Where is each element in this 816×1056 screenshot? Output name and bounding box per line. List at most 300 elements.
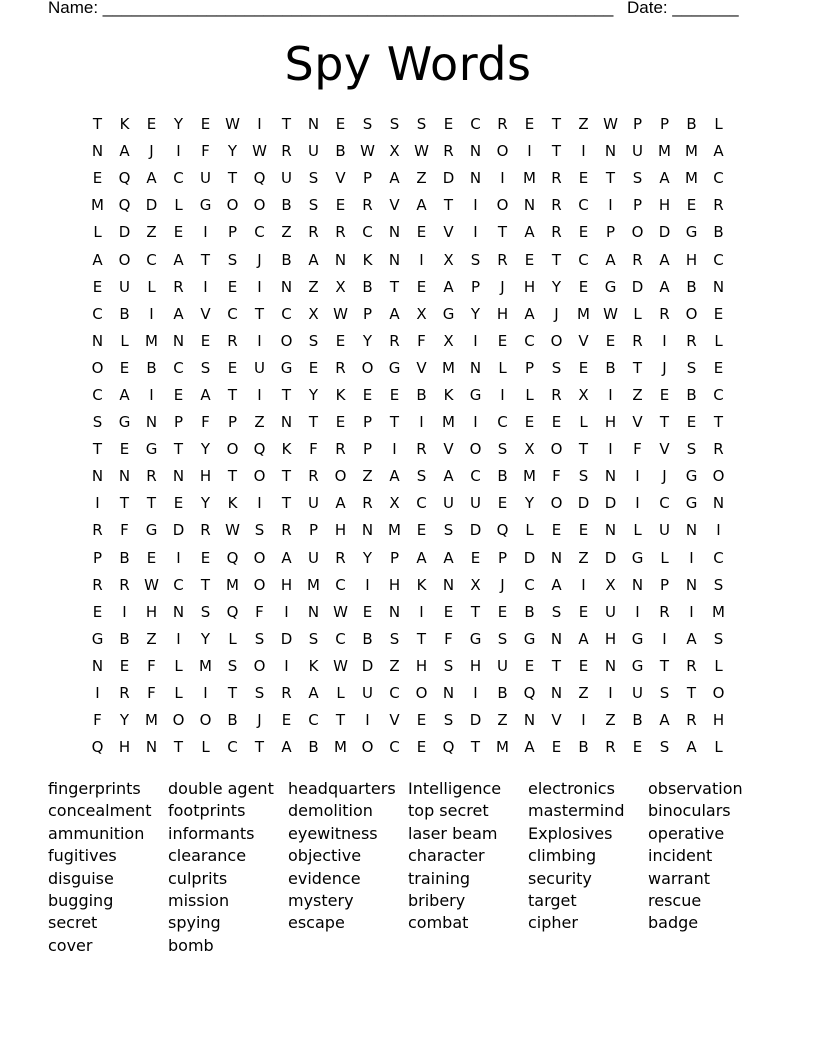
grid-letter[interactable]: H [604, 413, 617, 432]
grid-letter[interactable]: A [200, 385, 211, 404]
grid-letter[interactable]: T [551, 115, 562, 134]
grid-letter[interactable]: T [254, 738, 265, 757]
grid-letter[interactable]: C [524, 331, 535, 350]
grid-letter[interactable]: U [308, 142, 319, 161]
grid-letter[interactable]: O [415, 684, 428, 703]
grid-letter[interactable]: S [200, 602, 211, 621]
grid-letter[interactable]: E [605, 331, 616, 350]
grid-letter[interactable]: N [469, 142, 482, 161]
grid-letter[interactable]: R [119, 575, 130, 594]
grid-letter[interactable]: P [227, 413, 238, 432]
grid-letter[interactable]: O [685, 304, 698, 323]
grid-letter[interactable]: V [335, 169, 346, 188]
grid-letter[interactable]: I [419, 250, 424, 269]
grid-letter[interactable]: V [200, 304, 211, 323]
grid-letter[interactable]: I [473, 196, 478, 215]
grid-letter[interactable]: N [550, 548, 563, 567]
grid-letter[interactable]: X [389, 494, 400, 513]
grid-letter[interactable]: N [280, 277, 293, 296]
grid-letter[interactable]: E [551, 413, 562, 432]
grid-letter[interactable]: Y [362, 331, 373, 350]
grid-letter[interactable]: Z [389, 656, 400, 675]
grid-letter[interactable]: T [281, 467, 292, 486]
grid-letter[interactable]: B [497, 684, 508, 703]
grid-letter[interactable]: B [119, 304, 130, 323]
grid-letter[interactable]: H [658, 196, 671, 215]
grid-letter[interactable]: P [362, 304, 373, 323]
grid-letter[interactable]: E [551, 738, 562, 757]
grid-letter[interactable]: A [686, 629, 697, 648]
grid-letter[interactable]: O [118, 250, 131, 269]
grid-letter[interactable]: S [659, 684, 670, 703]
grid-letter[interactable]: E [551, 521, 562, 540]
grid-letter[interactable]: N [172, 467, 185, 486]
grid-letter[interactable]: U [497, 656, 508, 675]
grid-letter[interactable]: I [203, 223, 208, 242]
grid-letter[interactable]: B [119, 629, 130, 648]
grid-letter[interactable]: M [388, 521, 401, 540]
grid-letter[interactable]: A [416, 548, 427, 567]
grid-letter[interactable]: E [578, 169, 589, 188]
grid-letter[interactable]: E [443, 115, 454, 134]
grid-letter[interactable]: R [335, 358, 346, 377]
grid-letter[interactable]: U [200, 169, 211, 188]
grid-letter[interactable]: R [713, 440, 724, 459]
grid-letter[interactable]: F [255, 602, 264, 621]
grid-letter[interactable]: S [416, 115, 427, 134]
grid-letter[interactable]: C [497, 413, 508, 432]
grid-letter[interactable]: S [470, 250, 481, 269]
grid-letter[interactable]: W [144, 575, 159, 594]
grid-letter[interactable]: E [416, 521, 427, 540]
grid-letter[interactable]: H [469, 656, 482, 675]
grid-letter[interactable]: C [173, 575, 184, 594]
grid-letter[interactable]: N [91, 331, 104, 350]
grid-letter[interactable]: I [284, 602, 289, 621]
grid-letter[interactable]: E [335, 413, 346, 432]
grid-letter[interactable]: K [119, 115, 130, 134]
grid-letter[interactable]: L [714, 331, 723, 350]
grid-letter[interactable]: S [713, 575, 724, 594]
grid-letter[interactable]: B [362, 629, 373, 648]
grid-letter[interactable]: Q [496, 521, 509, 540]
grid-letter[interactable]: T [308, 413, 319, 432]
grid-letter[interactable]: X [335, 277, 346, 296]
grid-letter[interactable]: R [686, 331, 697, 350]
grid-letter[interactable]: L [714, 738, 723, 757]
grid-letter[interactable]: G [442, 304, 455, 323]
grid-letter[interactable]: G [685, 494, 698, 513]
grid-letter[interactable]: E [524, 413, 535, 432]
grid-letter[interactable]: M [226, 575, 239, 594]
grid-letter[interactable]: A [443, 277, 454, 296]
grid-letter[interactable]: D [172, 521, 185, 540]
grid-letter[interactable]: Z [308, 277, 319, 296]
grid-letter[interactable]: F [201, 413, 210, 432]
grid-letter[interactable]: I [176, 629, 181, 648]
grid-letter[interactable]: S [254, 521, 265, 540]
grid-letter[interactable]: I [257, 494, 262, 513]
grid-letter[interactable]: N [442, 684, 455, 703]
grid-letter[interactable]: I [365, 575, 370, 594]
grid-letter[interactable]: W [333, 602, 348, 621]
grid-letter[interactable]: I [608, 196, 613, 215]
grid-letter[interactable]: J [662, 467, 667, 486]
grid-letter[interactable]: A [659, 277, 670, 296]
grid-letter[interactable]: H [415, 656, 428, 675]
grid-letter[interactable]: T [281, 385, 292, 404]
grid-letter[interactable]: F [147, 656, 156, 675]
grid-letter[interactable]: R [497, 250, 508, 269]
grid-letter[interactable]: R [362, 494, 373, 513]
grid-letter[interactable]: S [308, 196, 319, 215]
grid-letter[interactable]: B [362, 277, 373, 296]
grid-letter[interactable]: P [308, 521, 319, 540]
grid-letter[interactable]: N [91, 142, 104, 161]
grid-letter[interactable]: E [119, 440, 130, 459]
grid-letter[interactable]: H [685, 250, 698, 269]
grid-letter[interactable]: M [496, 738, 509, 757]
grid-letter[interactable]: T [605, 169, 616, 188]
grid-letter[interactable]: A [551, 575, 562, 594]
grid-letter[interactable]: A [659, 711, 670, 730]
grid-letter[interactable]: T [227, 169, 238, 188]
grid-letter[interactable]: V [659, 440, 670, 459]
grid-letter[interactable]: H [145, 602, 158, 621]
grid-letter[interactable]: D [658, 223, 671, 242]
grid-letter[interactable]: O [253, 467, 266, 486]
grid-letter[interactable]: S [254, 629, 265, 648]
grid-letter[interactable]: S [389, 115, 400, 134]
grid-letter[interactable]: Q [226, 602, 239, 621]
grid-letter[interactable]: K [281, 440, 292, 459]
grid-letter[interactable]: C [578, 196, 589, 215]
grid-letter[interactable]: T [470, 738, 481, 757]
grid-letter[interactable]: N [307, 115, 320, 134]
grid-letter[interactable]: A [443, 548, 454, 567]
grid-letter[interactable]: Y [173, 115, 184, 134]
grid-letter[interactable]: B [335, 142, 346, 161]
grid-letter[interactable]: I [95, 494, 100, 513]
grid-letter[interactable]: R [389, 331, 400, 350]
grid-letter[interactable]: M [442, 413, 455, 432]
grid-letter[interactable]: C [227, 738, 238, 757]
grid-letter[interactable]: D [523, 548, 536, 567]
grid-letter[interactable]: E [362, 385, 373, 404]
grid-letter[interactable]: I [95, 684, 100, 703]
grid-letter[interactable]: L [525, 385, 534, 404]
grid-letter[interactable]: P [605, 223, 616, 242]
grid-letter[interactable]: U [254, 358, 265, 377]
grid-letter[interactable]: A [281, 738, 292, 757]
grid-letter[interactable]: W [603, 304, 618, 323]
grid-letter[interactable]: J [500, 575, 505, 594]
grid-letter[interactable]: Y [200, 494, 211, 513]
grid-letter[interactable]: S [659, 738, 670, 757]
grid-letter[interactable]: P [659, 575, 670, 594]
grid-letter[interactable]: C [470, 115, 481, 134]
grid-letter[interactable]: Z [605, 711, 616, 730]
grid-letter[interactable]: L [147, 277, 156, 296]
grid-letter[interactable]: S [497, 629, 508, 648]
grid-letter[interactable]: I [581, 575, 586, 594]
grid-letter[interactable]: W [333, 304, 348, 323]
grid-letter[interactable]: N [685, 575, 698, 594]
grid-letter[interactable]: L [120, 331, 129, 350]
grid-letter[interactable]: O [469, 440, 482, 459]
grid-letter[interactable]: G [118, 413, 131, 432]
grid-letter[interactable]: I [473, 413, 478, 432]
grid-letter[interactable]: I [122, 602, 127, 621]
grid-letter[interactable]: T [173, 440, 184, 459]
grid-letter[interactable]: C [470, 467, 481, 486]
grid-letter[interactable]: N [631, 575, 644, 594]
grid-letter[interactable]: F [309, 440, 318, 459]
grid-letter[interactable]: P [632, 196, 643, 215]
grid-letter[interactable]: C [173, 358, 184, 377]
grid-letter[interactable]: E [92, 277, 103, 296]
grid-letter[interactable]: H [712, 711, 725, 730]
grid-letter[interactable]: T [551, 142, 562, 161]
grid-letter[interactable]: X [416, 304, 427, 323]
grid-letter[interactable]: R [281, 142, 292, 161]
grid-letter[interactable]: P [173, 413, 184, 432]
grid-letter[interactable]: E [92, 602, 103, 621]
grid-letter[interactable]: R [335, 223, 346, 242]
grid-letter[interactable]: C [254, 223, 265, 242]
grid-letter[interactable]: L [174, 656, 183, 675]
grid-letter[interactable]: L [714, 115, 723, 134]
grid-letter[interactable]: E [227, 358, 238, 377]
grid-letter[interactable]: Z [254, 413, 265, 432]
grid-letter[interactable]: R [335, 440, 346, 459]
grid-letter[interactable]: O [361, 738, 374, 757]
grid-letter[interactable]: D [280, 629, 293, 648]
grid-letter[interactable]: I [473, 331, 478, 350]
grid-letter[interactable]: T [227, 467, 238, 486]
grid-letter[interactable]: K [443, 385, 454, 404]
grid-letter[interactable]: S [227, 656, 238, 675]
grid-letter[interactable]: T [578, 440, 589, 459]
grid-letter[interactable]: N [523, 196, 536, 215]
grid-letter[interactable]: C [146, 250, 157, 269]
grid-letter[interactable]: U [308, 548, 319, 567]
grid-letter[interactable]: E [335, 331, 346, 350]
grid-letter[interactable]: M [442, 358, 455, 377]
grid-letter[interactable]: T [632, 358, 643, 377]
grid-letter[interactable]: Y [524, 494, 535, 513]
grid-letter[interactable]: D [469, 521, 482, 540]
grid-letter[interactable]: O [172, 711, 185, 730]
grid-letter[interactable]: N [604, 142, 617, 161]
grid-letter[interactable]: X [443, 250, 454, 269]
grid-letter[interactable]: X [578, 385, 589, 404]
grid-letter[interactable]: O [334, 467, 347, 486]
grid-letter[interactable]: R [92, 575, 103, 594]
grid-letter[interactable]: R [605, 738, 616, 757]
grid-letter[interactable]: A [713, 142, 724, 161]
grid-letter[interactable]: C [308, 711, 319, 730]
grid-letter[interactable]: O [712, 684, 725, 703]
grid-letter[interactable]: R [308, 467, 319, 486]
grid-letter[interactable]: R [632, 250, 643, 269]
grid-letter[interactable]: U [443, 494, 454, 513]
grid-letter[interactable]: D [361, 656, 374, 675]
grid-letter[interactable]: B [281, 196, 292, 215]
grid-letter[interactable]: E [416, 277, 427, 296]
grid-letter[interactable]: A [281, 548, 292, 567]
grid-letter[interactable]: N [280, 413, 293, 432]
grid-letter[interactable]: E [416, 738, 427, 757]
grid-letter[interactable]: L [633, 304, 642, 323]
grid-letter[interactable]: N [523, 711, 536, 730]
grid-letter[interactable]: L [93, 223, 102, 242]
grid-letter[interactable]: M [307, 575, 320, 594]
grid-letter[interactable]: O [226, 440, 239, 459]
grid-letter[interactable]: U [632, 684, 643, 703]
grid-letter[interactable]: T [281, 115, 292, 134]
grid-letter[interactable]: N [91, 656, 104, 675]
grid-letter[interactable]: L [201, 738, 210, 757]
grid-letter[interactable]: O [496, 142, 509, 161]
grid-letter[interactable]: R [443, 142, 454, 161]
grid-letter[interactable]: O [253, 575, 266, 594]
grid-letter[interactable]: G [91, 629, 104, 648]
grid-letter[interactable]: I [203, 684, 208, 703]
grid-letter[interactable]: Z [497, 711, 508, 730]
grid-letter[interactable]: C [335, 629, 346, 648]
grid-letter[interactable]: C [713, 548, 724, 567]
grid-letter[interactable]: V [416, 358, 427, 377]
grid-letter[interactable]: R [200, 521, 211, 540]
grid-letter[interactable]: L [336, 684, 345, 703]
grid-letter[interactable]: V [389, 711, 400, 730]
grid-letter[interactable]: N [91, 467, 104, 486]
grid-letter[interactable]: E [686, 196, 697, 215]
grid-letter[interactable]: T [146, 494, 157, 513]
grid-letter[interactable]: Y [308, 385, 319, 404]
grid-letter[interactable]: H [280, 575, 293, 594]
grid-letter[interactable]: G [685, 467, 698, 486]
grid-letter[interactable]: A [146, 169, 157, 188]
grid-letter[interactable]: W [225, 521, 240, 540]
grid-letter[interactable]: A [308, 250, 319, 269]
grid-letter[interactable]: D [604, 548, 617, 567]
grid-letter[interactable]: E [578, 277, 589, 296]
grid-letter[interactable]: C [713, 169, 724, 188]
grid-letter[interactable]: S [92, 413, 103, 432]
grid-letter[interactable]: N [334, 250, 347, 269]
grid-letter[interactable]: R [659, 602, 670, 621]
grid-letter[interactable]: A [335, 494, 346, 513]
grid-letter[interactable]: E [632, 738, 643, 757]
grid-letter[interactable]: B [578, 738, 589, 757]
grid-letter[interactable]: C [92, 304, 103, 323]
grid-letter[interactable]: G [604, 277, 617, 296]
grid-letter[interactable]: N [388, 250, 401, 269]
grid-letter[interactable]: N [172, 331, 185, 350]
grid-letter[interactable]: M [712, 602, 725, 621]
grid-letter[interactable]: S [389, 629, 400, 648]
grid-letter[interactable]: S [497, 440, 508, 459]
grid-letter[interactable]: I [608, 684, 613, 703]
grid-letter[interactable]: B [227, 711, 238, 730]
grid-letter[interactable]: O [253, 656, 266, 675]
grid-letter[interactable]: H [388, 575, 401, 594]
grid-letter[interactable]: V [632, 413, 643, 432]
grid-letter[interactable]: H [118, 738, 131, 757]
grid-letter[interactable]: B [146, 358, 157, 377]
grid-letter[interactable]: R [362, 196, 373, 215]
grid-letter[interactable]: C [92, 385, 103, 404]
grid-letter[interactable]: E [416, 711, 427, 730]
grid-letter[interactable]: Z [578, 548, 589, 567]
grid-letter[interactable]: O [712, 467, 725, 486]
grid-letter[interactable]: I [689, 602, 694, 621]
grid-letter[interactable]: T [227, 385, 238, 404]
grid-letter[interactable]: M [145, 711, 158, 730]
grid-letter[interactable]: X [470, 575, 481, 594]
grid-letter[interactable]: S [713, 629, 724, 648]
grid-letter[interactable]: P [389, 548, 400, 567]
grid-letter[interactable]: I [662, 331, 667, 350]
grid-letter[interactable]: W [333, 656, 348, 675]
grid-letter[interactable]: I [581, 711, 586, 730]
grid-letter[interactable]: K [227, 494, 238, 513]
grid-letter[interactable]: O [280, 331, 293, 350]
grid-letter[interactable]: Q [226, 548, 239, 567]
grid-letter[interactable]: R [551, 196, 562, 215]
grid-letter[interactable]: P [362, 440, 373, 459]
grid-letter[interactable]: I [176, 142, 181, 161]
grid-letter[interactable]: S [551, 358, 562, 377]
grid-letter[interactable]: C [713, 250, 724, 269]
grid-letter[interactable]: X [308, 304, 319, 323]
grid-letter[interactable]: T [713, 413, 724, 432]
grid-letter[interactable]: L [174, 684, 183, 703]
grid-letter[interactable]: H [496, 304, 509, 323]
grid-letter[interactable]: K [308, 656, 319, 675]
grid-letter[interactable]: V [551, 711, 562, 730]
grid-letter[interactable]: P [524, 358, 535, 377]
grid-letter[interactable]: N [145, 413, 158, 432]
grid-letter[interactable]: T [551, 250, 562, 269]
grid-letter[interactable]: A [119, 385, 130, 404]
grid-letter[interactable]: Q [91, 738, 104, 757]
grid-letter[interactable]: G [469, 385, 482, 404]
grid-letter[interactable]: Z [578, 115, 589, 134]
grid-letter[interactable]: M [523, 467, 536, 486]
grid-letter[interactable]: U [632, 142, 643, 161]
grid-letter[interactable]: I [203, 277, 208, 296]
grid-letter[interactable]: I [581, 142, 586, 161]
grid-letter[interactable]: T [686, 684, 697, 703]
grid-letter[interactable]: A [308, 684, 319, 703]
grid-letter[interactable]: I [635, 602, 640, 621]
grid-letter[interactable]: V [443, 223, 454, 242]
grid-letter[interactable]: C [281, 304, 292, 323]
grid-letter[interactable]: V [389, 196, 400, 215]
grid-letter[interactable]: U [605, 602, 616, 621]
grid-letter[interactable]: J [662, 358, 667, 377]
grid-letter[interactable]: D [577, 494, 590, 513]
grid-letter[interactable]: Z [416, 169, 427, 188]
grid-letter[interactable]: R [416, 440, 427, 459]
grid-letter[interactable]: E [281, 711, 292, 730]
grid-letter[interactable]: T [443, 196, 454, 215]
grid-letter[interactable]: A [524, 738, 535, 757]
grid-letter[interactable]: E [713, 358, 724, 377]
